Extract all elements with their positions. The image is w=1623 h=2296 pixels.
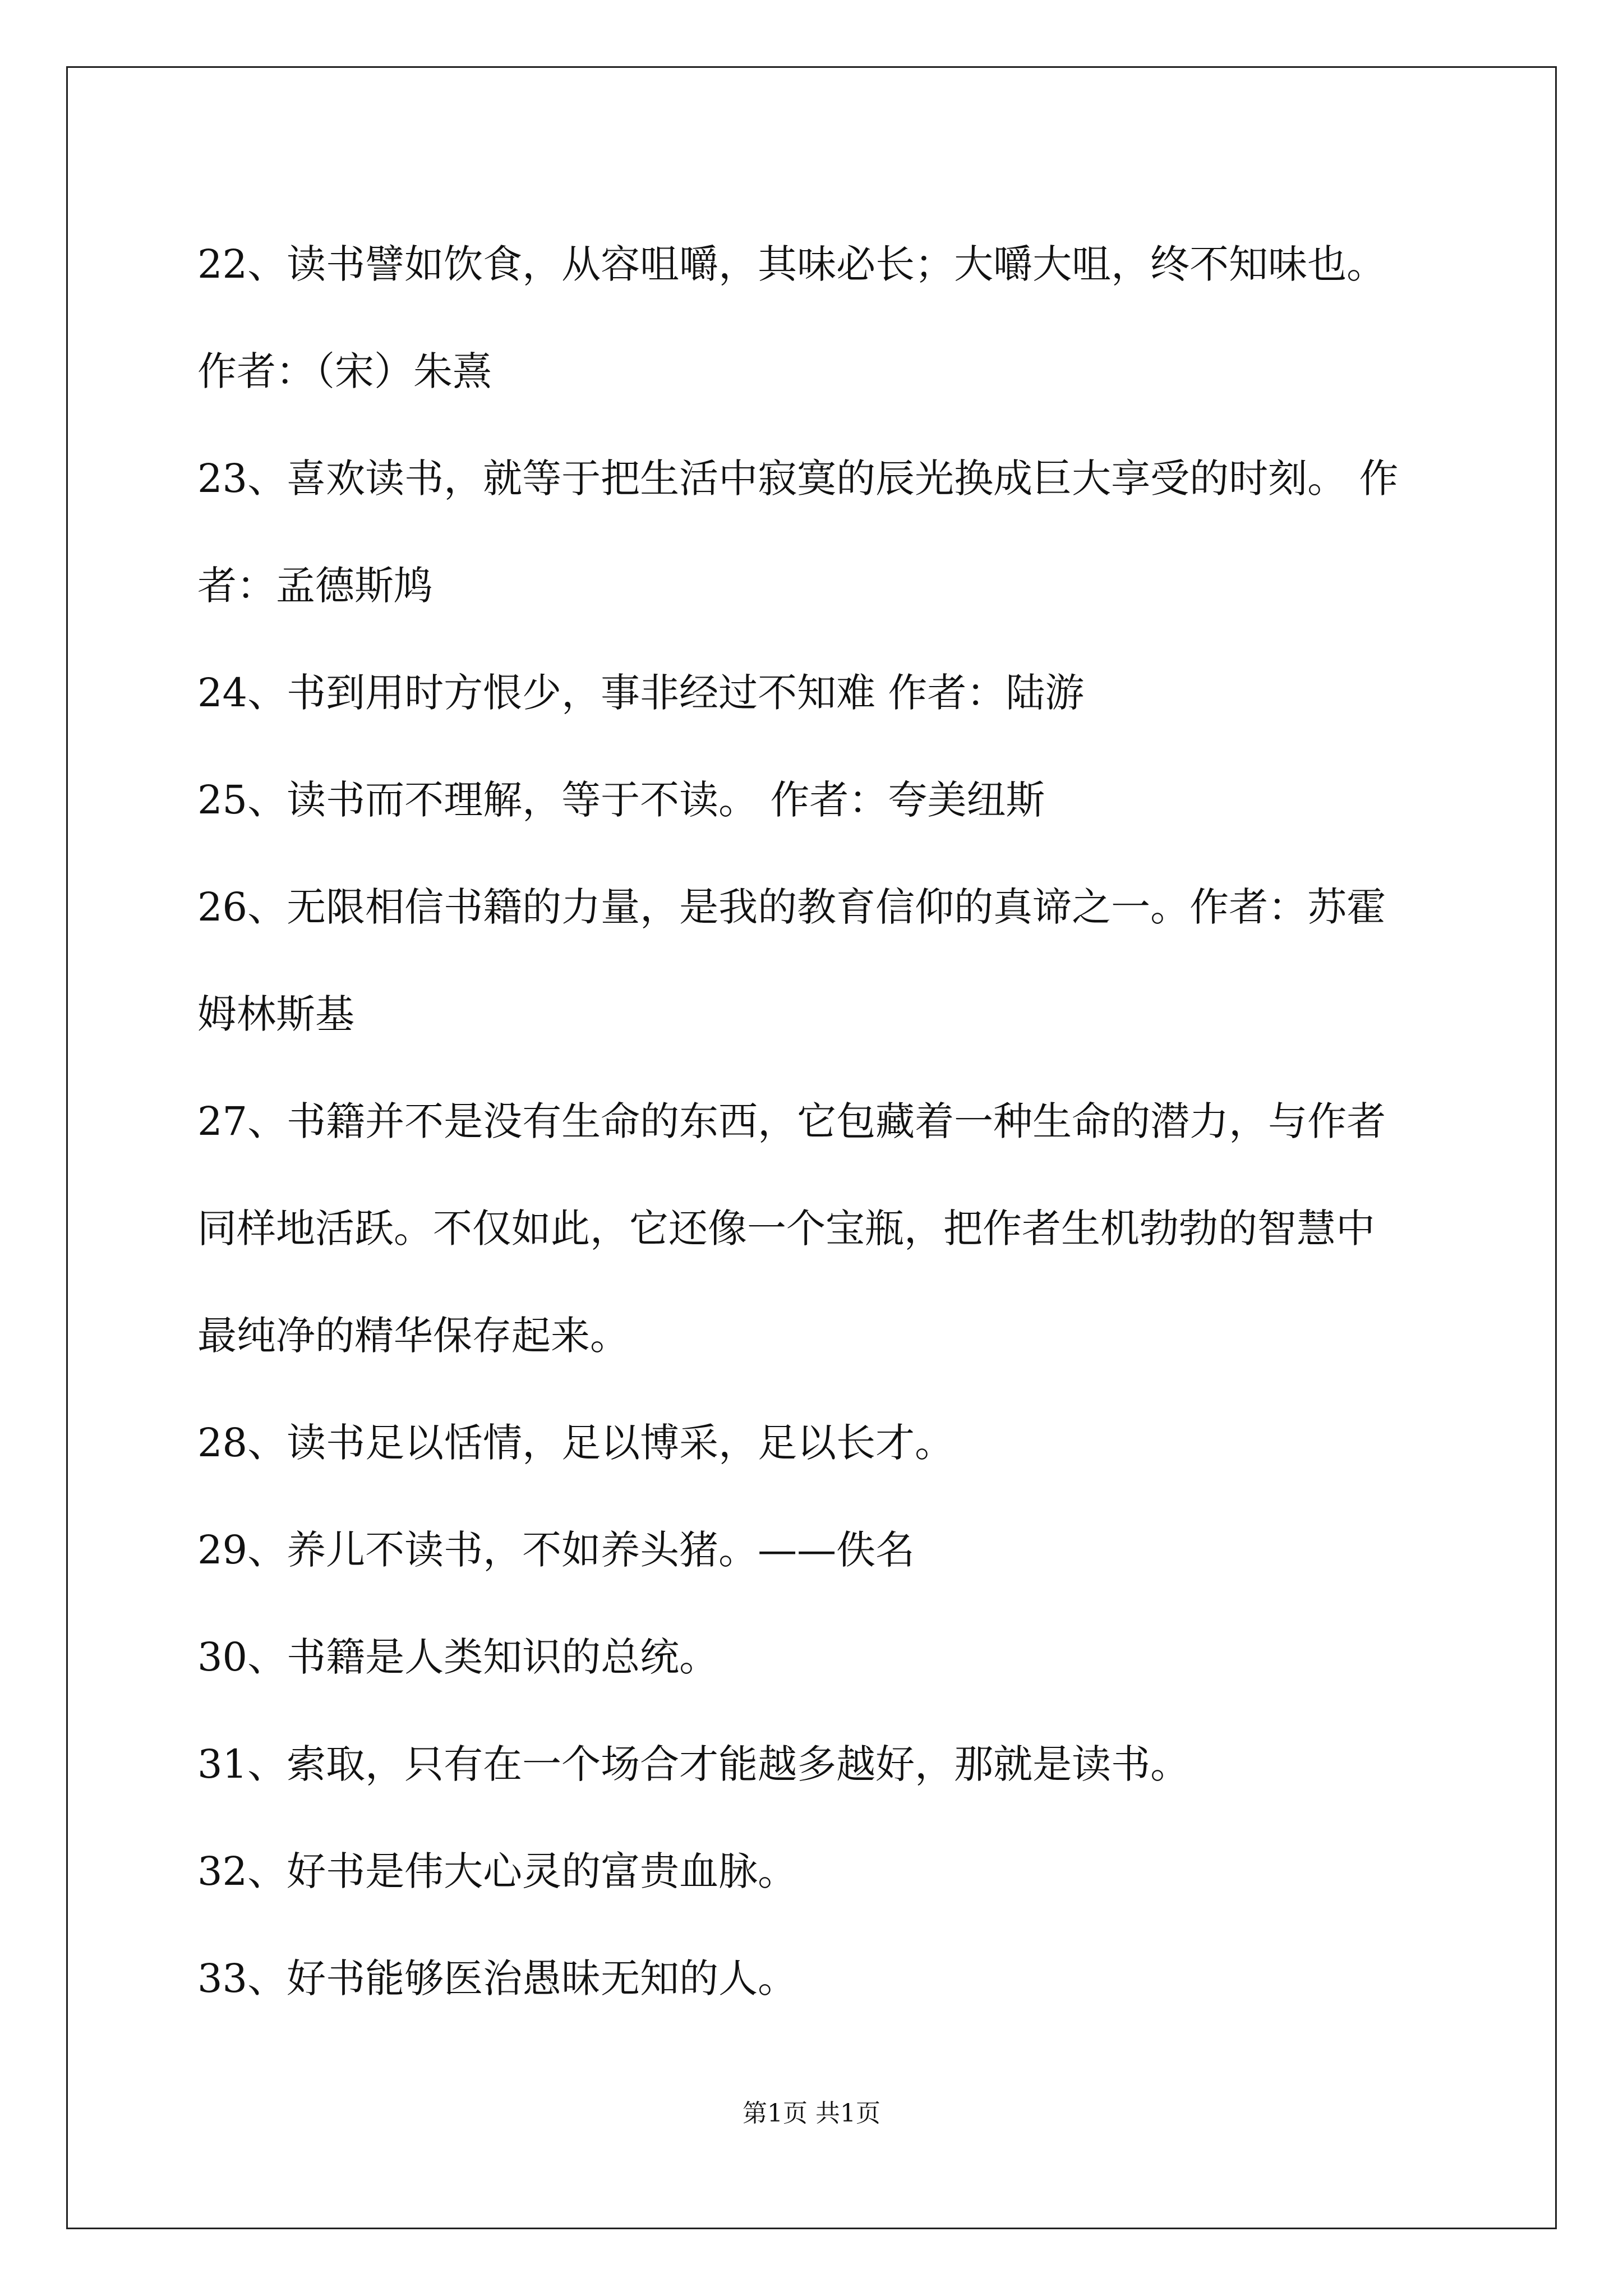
page-footer: 第1页 共1页: [743, 2099, 880, 2128]
text-line: 29、养儿不读书，不如养头猪。——佚名: [197, 1527, 915, 1573]
text-line: 作者：（宋）朱熹: [197, 348, 492, 394]
text-line: 30、书籍是人类知识的总统。: [197, 1634, 719, 1680]
text-line: 31、索取，只有在一个场合才能越多越好，那就是读书。: [197, 1741, 1190, 1787]
text-line: 22、读书譬如饮食，从容咀嚼，其味必长；大嚼大咀，终不知味也。: [197, 241, 1386, 287]
text-line: 26、无限相信书籍的力量，是我的教育信仰的真谛之一。作者：苏霍: [197, 884, 1386, 930]
text-line: 27、书籍并不是没有生命的东西，它包藏着一种生命的潜力，与作者: [197, 1098, 1386, 1144]
text-line: 33、好书能够医治愚昧无知的人。: [197, 1955, 797, 2001]
text-line: 同样地活跃。不仅如此，它还像一个宝瓶，把作者生机勃勃的智慧中: [197, 1205, 1375, 1251]
document-body: [197, 211, 1431, 2032]
text-line: 24、书到用时方恨少，事非经过不知难 作者：陆游: [197, 670, 1085, 716]
text-line: 姆林斯基: [197, 991, 354, 1037]
text-line: 28、读书足以恬情，足以博采，足以长才。: [197, 1420, 955, 1466]
text-line: 最纯净的精华保存起来。: [197, 1313, 629, 1359]
text-line: 23、喜欢读书，就等于把生活中寂寞的辰光换成巨大享受的时刻。 作: [197, 455, 1399, 501]
text-line: 者：孟德斯鸠: [197, 563, 433, 609]
text-line: 25、读书而不理解，等于不读。 作者：夸美纽斯: [197, 777, 1045, 823]
text-line: 32、好书是伟大心灵的富贵血脉。: [197, 1848, 797, 1894]
